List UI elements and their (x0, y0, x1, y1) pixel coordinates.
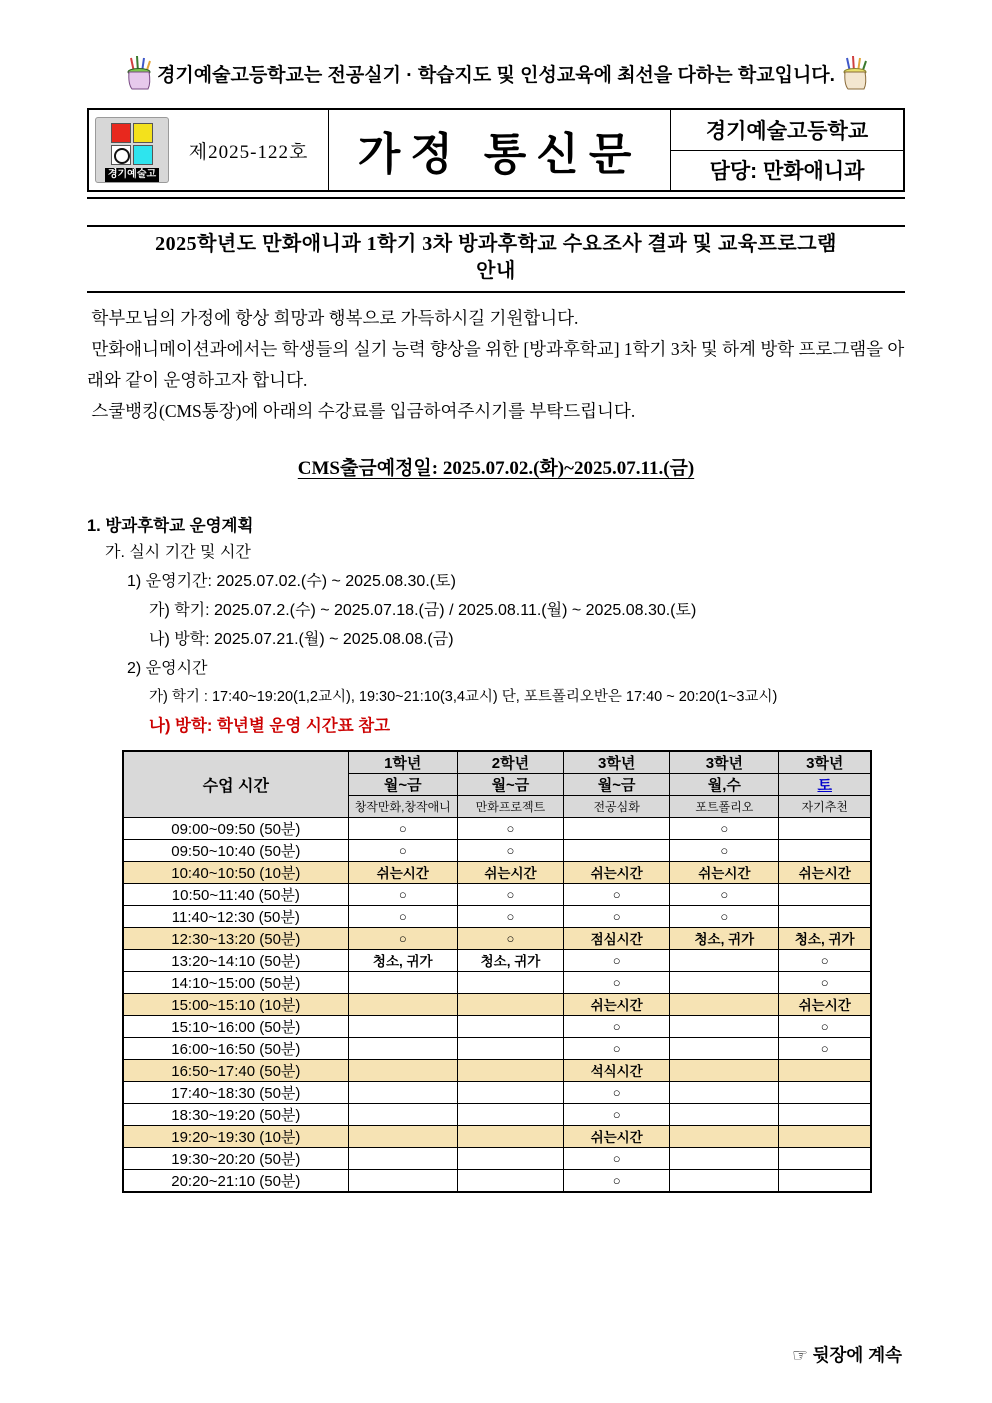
class-held-mark: ○ (348, 817, 457, 839)
class-held-mark: ○ (564, 883, 670, 905)
col-header-days: 월~금 (457, 774, 563, 796)
cms-withdrawal-date-line (87, 453, 905, 480)
class-held-mark: ○ (348, 927, 457, 949)
class-held-mark: ○ (348, 839, 457, 861)
activity-cell: 청소, 귀가 (670, 927, 779, 949)
class-held-mark: ○ (779, 949, 871, 971)
activity-cell: 쉬는시간 (348, 861, 457, 883)
timetable-row (123, 817, 871, 839)
cms-withdrawal-date: CMS출금예정일: 2025.07.02.(화)~2025.07.11.(금) (297, 458, 695, 479)
payment-request-paragraph: 스쿨뱅킹(CMS통장)에 아래의 수강료를 입금하여주시기를 부탁드립니다. (87, 401, 636, 421)
section-item: 1) 운영기간: 2025.07.02.(수) ~ 2025.08.30.(토) (127, 573, 456, 590)
class-held-mark: ○ (457, 839, 563, 861)
time-slot-cell: 11:40~12:30 (50분) (123, 905, 348, 927)
empty-cell (564, 817, 670, 839)
class-held-mark: ○ (779, 1037, 871, 1059)
header-divider (87, 197, 905, 199)
timetable-row (123, 1037, 871, 1059)
class-held-mark: ○ (457, 927, 563, 949)
section-heading: 1. 방과후학교 운영계획 (87, 517, 254, 535)
school-logo-mark (111, 123, 153, 165)
time-slot-cell: 16:50~17:40 (50분) (123, 1059, 348, 1081)
section-item: 가. 실시 기간 및 시간 (105, 544, 251, 561)
class-held-mark: ○ (779, 1015, 871, 1037)
timetable-row (123, 1081, 871, 1103)
logo-label: 경기예술고 (105, 168, 159, 182)
col-header-days: 월~금 (348, 774, 457, 796)
empty-cell (348, 993, 457, 1015)
timetable-row (123, 883, 871, 905)
timetable-row (123, 1169, 871, 1192)
col-header-program: 전공심화 (564, 796, 670, 818)
class-held-mark: ○ (457, 817, 563, 839)
activity-cell: 청소, 귀가 (348, 949, 457, 971)
activity-cell: 쉬는시간 (564, 861, 670, 883)
class-held-mark: ○ (348, 883, 457, 905)
empty-cell (779, 883, 871, 905)
program-intro-paragraph: 만화애니메이션과에서는 학생들의 실기 능력 향상을 위한 [방과후학교] 1학기 3차 및 하계 방학 프로그램을 아래와 같이 운영하고자 합니다. (87, 339, 905, 390)
time-slot-cell: 17:40~18:30 (50분) (123, 1081, 348, 1103)
empty-cell (348, 1015, 457, 1037)
empty-cell (457, 1081, 563, 1103)
timetable-row (123, 927, 871, 949)
timetable-row (123, 861, 871, 883)
section-item: 가) 학기 : 17:40~19:20(1,2교시), 19:30~21:10(3,4교시) 단, 포트폴리오반은 17:40 ~ 20:20(1~3교시) (149, 689, 778, 705)
class-held-mark: ○ (779, 971, 871, 993)
class-held-mark: ○ (670, 839, 779, 861)
newsletter-title: 가정 통신문 (357, 130, 642, 179)
timetable-row (123, 971, 871, 993)
col-header-grade: 3학년 (564, 751, 670, 774)
class-held-mark: ○ (457, 905, 563, 927)
after-school-plan-section (87, 514, 905, 741)
empty-cell (670, 1015, 779, 1037)
header-left-cell (89, 110, 329, 190)
empty-cell (779, 817, 871, 839)
schedule-table-wrap (122, 750, 905, 1193)
col-header-grade: 3학년 (670, 751, 779, 774)
col-header-program: 창작만화,창작애니 (348, 796, 457, 818)
activity-cell: 청소, 귀가 (457, 949, 563, 971)
header-right-cell (671, 110, 903, 190)
empty-cell (348, 1125, 457, 1147)
empty-cell (348, 971, 457, 993)
department-label: 담당: 만화애니과 (709, 160, 865, 184)
activity-cell: 쉬는시간 (779, 993, 871, 1015)
time-slot-cell: 13:20~14:10 (50분) (123, 949, 348, 971)
empty-cell (779, 1125, 871, 1147)
class-held-mark: ○ (564, 1081, 670, 1103)
logo-circle-square (111, 145, 131, 165)
time-slot-cell: 18:30~19:20 (50분) (123, 1103, 348, 1125)
col-header-grade: 1학년 (348, 751, 457, 774)
section-item-list (87, 538, 905, 741)
header-center-cell (329, 110, 671, 190)
timetable-row (123, 1059, 871, 1081)
col-header-program: 포트폴리오 (670, 796, 779, 818)
empty-cell (670, 1147, 779, 1169)
timetable-row (123, 1015, 871, 1037)
school-slogan: 경기예술고등학교는 전공실기 · 학습지도 및 인성교육에 최선을 다하는 학교입니다. (157, 64, 835, 86)
continued-note: ☞ 뒷장에 계속 (792, 1345, 902, 1365)
logo-red-square (111, 123, 131, 143)
class-held-mark: ○ (348, 905, 457, 927)
empty-cell (348, 1059, 457, 1081)
empty-cell (670, 1103, 779, 1125)
timetable-row (123, 1147, 871, 1169)
greeting-body (87, 303, 905, 427)
logo-yellow-square (133, 123, 153, 143)
time-slot-cell: 15:00~15:10 (10분) (123, 993, 348, 1015)
class-held-mark: ○ (564, 1169, 670, 1192)
time-slot-cell: 09:00~09:50 (50분) (123, 817, 348, 839)
empty-cell (670, 993, 779, 1015)
empty-cell (348, 1081, 457, 1103)
empty-cell (670, 949, 779, 971)
logo-cyan-square (133, 145, 153, 165)
timetable-row (123, 949, 871, 971)
empty-cell (779, 1169, 871, 1192)
time-slot-cell: 19:20~19:30 (10분) (123, 1125, 348, 1147)
timetable-row (123, 1125, 871, 1147)
col-header-grade: 3학년 (779, 751, 871, 774)
empty-cell (348, 1169, 457, 1192)
greeting-paragraph: 학부모님의 가정에 항상 희망과 행복으로 가득하시길 기원합니다. (87, 308, 579, 328)
pencil-cup-icon (837, 54, 871, 92)
time-slot-cell: 09:50~10:40 (50분) (123, 839, 348, 861)
notice-title (87, 225, 905, 293)
newsletter-header (87, 108, 905, 192)
empty-cell (670, 971, 779, 993)
activity-cell: 청소, 귀가 (779, 927, 871, 949)
empty-cell (348, 1103, 457, 1125)
time-slot-cell: 14:10~15:00 (50분) (123, 971, 348, 993)
empty-cell (779, 1081, 871, 1103)
empty-cell (670, 1059, 779, 1081)
pencil-cup-icon (121, 54, 155, 92)
class-held-mark: ○ (564, 1037, 670, 1059)
section-item: 나) 방학: 학년별 운영 시간표 참고 (149, 717, 391, 735)
empty-cell (457, 993, 563, 1015)
empty-cell (457, 1103, 563, 1125)
empty-cell (779, 839, 871, 861)
time-slot-cell: 16:00~16:50 (50분) (123, 1037, 348, 1059)
time-slot-cell: 20:20~21:10 (50분) (123, 1169, 348, 1192)
class-held-mark: ○ (564, 1103, 670, 1125)
class-held-mark: ○ (670, 817, 779, 839)
empty-cell (670, 1081, 779, 1103)
section-item: 가) 학기: 2025.07.2.(수) ~ 2025.07.18.(금) / 2025.08.11.(월) ~ 2025.08.30.(토) (149, 602, 697, 619)
activity-cell: 쉬는시간 (457, 861, 563, 883)
notice-title-line2: 안내 (476, 260, 516, 282)
activity-cell: 석식시간 (564, 1059, 670, 1081)
empty-cell (564, 839, 670, 861)
class-held-mark: ○ (564, 905, 670, 927)
empty-cell (779, 1059, 871, 1081)
class-held-mark: ○ (564, 1015, 670, 1037)
activity-cell: 쉬는시간 (564, 993, 670, 1015)
timetable-row (123, 993, 871, 1015)
class-held-mark: ○ (564, 971, 670, 993)
section-item: 나) 방학: 2025.07.21.(월) ~ 2025.08.08.(금) (149, 631, 454, 648)
empty-cell (779, 1103, 871, 1125)
time-slot-cell: 15:10~16:00 (50분) (123, 1015, 348, 1037)
empty-cell (670, 1037, 779, 1059)
section-item: 2) 운영시간 (127, 660, 208, 677)
empty-cell (348, 1037, 457, 1059)
empty-cell (457, 1169, 563, 1192)
empty-cell (457, 1037, 563, 1059)
col-header-grade: 2학년 (457, 751, 563, 774)
empty-cell (457, 1059, 563, 1081)
empty-cell (457, 1015, 563, 1037)
activity-cell: 쉬는시간 (670, 861, 779, 883)
empty-cell (457, 1147, 563, 1169)
empty-cell (779, 905, 871, 927)
timetable-row (123, 905, 871, 927)
col-header-days: 토 (779, 774, 871, 796)
time-slot-cell: 10:50~11:40 (50분) (123, 883, 348, 905)
school-name: 경기예술고등학교 (671, 110, 903, 151)
time-slot-cell: 10:40~10:50 (10분) (123, 861, 348, 883)
class-held-mark: ○ (670, 905, 779, 927)
vacation-timetable (122, 750, 872, 1193)
time-slot-cell: 12:30~13:20 (50분) (123, 927, 348, 949)
empty-cell (457, 1125, 563, 1147)
activity-cell: 쉬는시간 (564, 1125, 670, 1147)
school-slogan-row (87, 52, 905, 94)
class-held-mark: ○ (564, 1147, 670, 1169)
col-header-days: 월,수 (670, 774, 779, 796)
activity-cell: 점심시간 (564, 927, 670, 949)
col-header-class-time: 수업 시간 (123, 751, 348, 817)
empty-cell (457, 971, 563, 993)
col-header-program: 자기추천 (779, 796, 871, 818)
timetable-row (123, 839, 871, 861)
activity-cell: 쉬는시간 (779, 861, 871, 883)
document-number: 제2025-122호 (188, 141, 309, 163)
notice-title-line1: 2025학년도 만화애니과 1학기 3차 방과후학교 수요조사 결과 및 교육프로그램 (155, 233, 837, 255)
class-held-mark: ○ (457, 883, 563, 905)
time-slot-cell: 19:30~20:20 (50분) (123, 1147, 348, 1169)
class-held-mark: ○ (564, 949, 670, 971)
col-header-days: 월~금 (564, 774, 670, 796)
class-held-mark: ○ (670, 883, 779, 905)
empty-cell (779, 1147, 871, 1169)
empty-cell (670, 1169, 779, 1192)
school-logo (95, 117, 169, 183)
col-header-program: 만화프로젝트 (457, 796, 563, 818)
timetable-row (123, 1103, 871, 1125)
empty-cell (670, 1125, 779, 1147)
empty-cell (348, 1147, 457, 1169)
